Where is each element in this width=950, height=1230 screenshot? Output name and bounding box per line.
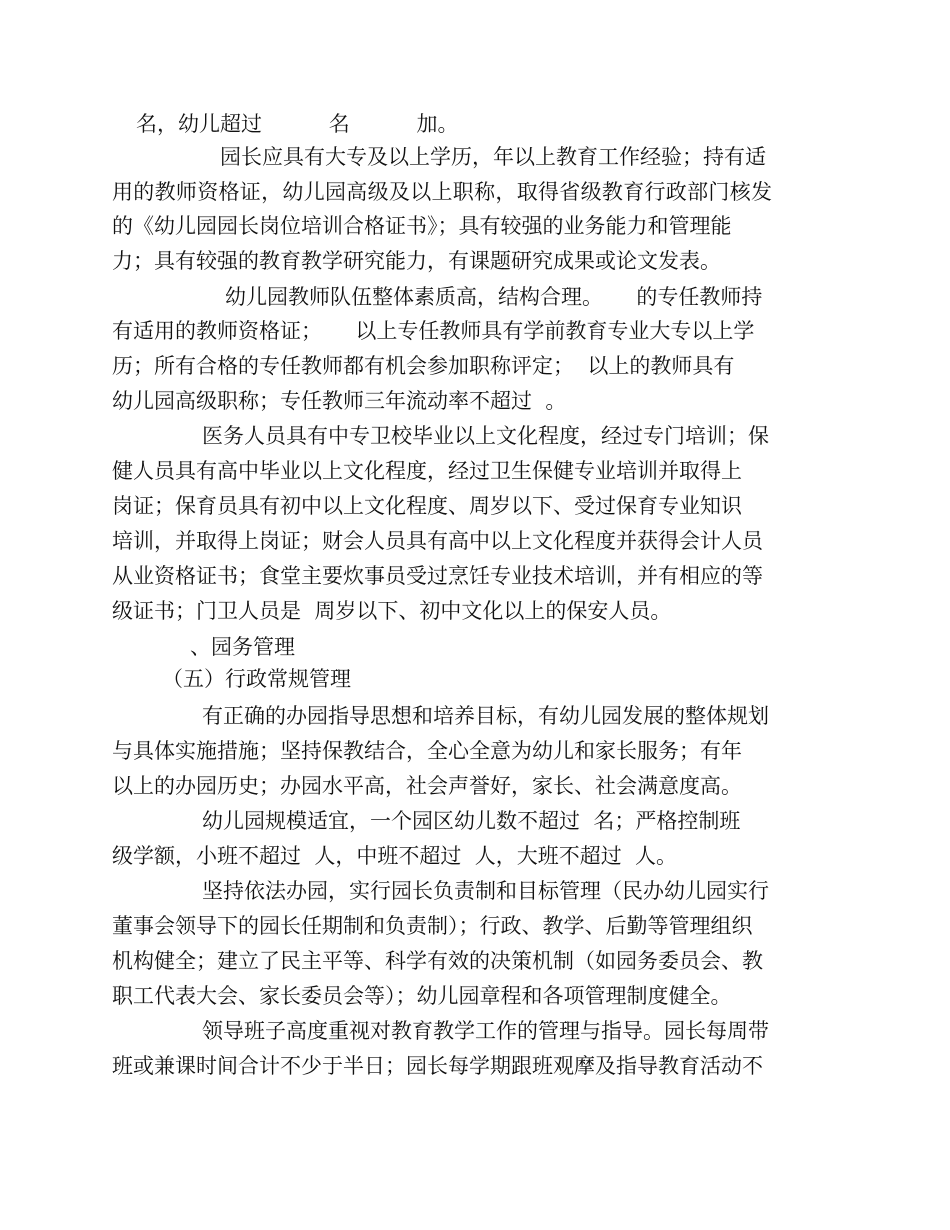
text-line: 有适用的教师资格证； 以上专任教师具有学前教育专业大专以上学 (112, 319, 755, 343)
text-line: 用的教师资格证，幼儿园高级及以上职称，取得省级教育行政部门核发 (112, 180, 773, 204)
text-line: 坚持依法办园，实行园长负责制和目标管理（民办幼儿园实行 (202, 879, 769, 903)
text-line: 与具体实施措施；坚持保教结合，全心全意为幼儿和家长服务；有年 (112, 739, 742, 763)
text-line: 幼儿园高级职称；专任教师三年流动率不超过 。 (112, 389, 567, 413)
text-line: 以上的办园历史；办园水平高，社会声誉好，家长、社会满意度高。 (112, 774, 742, 798)
subsection-heading: （五）行政常规管理 (162, 667, 351, 691)
text-line: 医务人员具有中专卫校毕业以上文化程度，经过专门培训；保 (202, 424, 769, 448)
text-line: 历；所有合格的专任教师都有机会参加职称评定； 以上的教师具有 (112, 354, 735, 378)
text-line: 名，幼儿超过 名 加。 (136, 112, 459, 136)
text-line: 领导班子高度重视对教育教学工作的管理与指导。园长每周带 (202, 1019, 769, 1043)
text-line: 级学额，小班不超过 人，中班不超过 人，大班不超过 人。 (112, 844, 678, 868)
text-line: 级证书；门卫人员是 周岁以下、初中文化以上的保安人员。 (112, 599, 672, 623)
text-line: 职工代表大会、家长委员会等）；幼儿园章程和各项管理制度健全。 (112, 984, 732, 1008)
text-line: 有正确的办园指导思想和培养目标，有幼儿园发展的整体规划 (202, 704, 769, 728)
text-line: 班或兼课时间合计不少于半日；园长每学期跟班观摩及指导教育活动不 (112, 1054, 763, 1078)
text-line: 园长应具有大专及以上学历，年以上教育工作经验；持有适 (220, 145, 766, 169)
section-heading: 、园务管理 (190, 635, 295, 659)
text-line: 岗证；保育员具有初中以上文化程度、周岁以下、受过保育专业知识 (112, 494, 742, 518)
text-line: 董事会领导下的园长任期制和负责制）；行政、教学、后勤等管理组织 (112, 914, 753, 938)
text-line: 健人员具有高中毕业以上文化程度，经过卫生保健专业培训并取得上 (112, 459, 742, 483)
text-line: 培训，并取得上岗证；财会人员具有高中以上文化程度并获得会计人员 (112, 529, 763, 553)
text-line: 幼儿园规模适宜，一个园区幼儿数不超过 名；严格控制班 (202, 809, 741, 833)
text-line: 从业资格证书；食堂主要炊事员受过烹饪专业技术培训，并有相应的等 (112, 564, 763, 588)
text-line: 机构健全；建立了民主平等、科学有效的决策机制（如园务委员会、教 (112, 949, 763, 973)
text-line: 幼儿园教师队伍整体素质高，结构合理。 的专任教师持 (225, 285, 763, 309)
text-line: 力；具有较强的教育教学研究能力，有课题研究成果或论文发表。 (112, 249, 721, 273)
text-line: 的《幼儿园园长岗位培训合格证书》；具有较强的业务能力和管理能 (112, 214, 732, 238)
